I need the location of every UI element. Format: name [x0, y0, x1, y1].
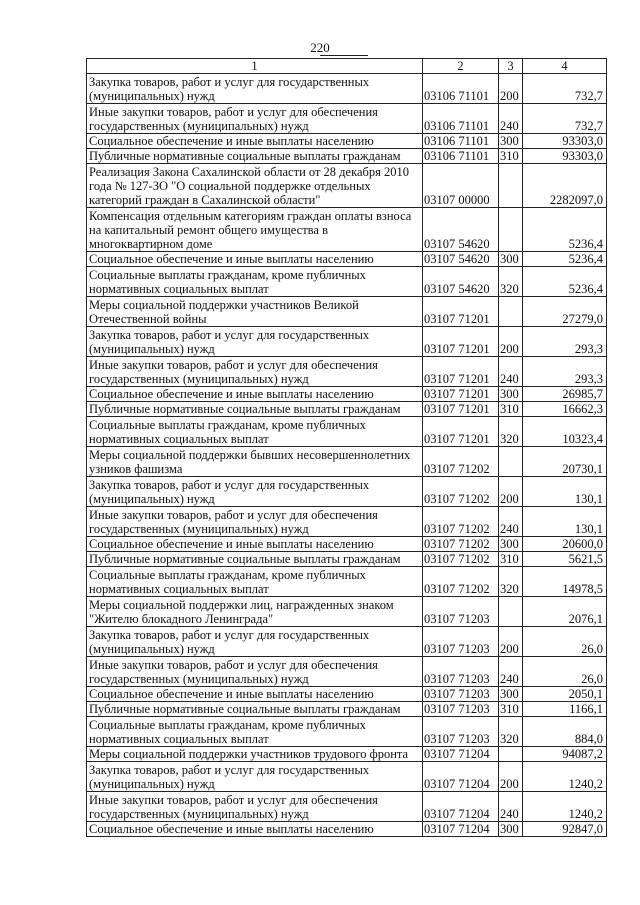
row-expense-type: 300	[499, 537, 523, 552]
row-amount: 26,0	[523, 657, 607, 687]
row-expense-type: 310	[499, 702, 523, 717]
row-code: 03107 71203	[423, 717, 499, 747]
row-name: Социальное обеспечение и иные выплаты населению	[87, 537, 423, 552]
row-amount: 20730,1	[523, 447, 607, 477]
row-name: Социальные выплаты гражданам, кроме публичных нормативных социальных выплат	[87, 267, 423, 297]
row-amount: 14978,5	[523, 567, 607, 597]
row-expense-type	[499, 747, 523, 762]
row-amount: 20600,0	[523, 537, 607, 552]
table-row	[87, 267, 607, 297]
row-amount: 93303,0	[523, 149, 607, 164]
row-code: 03106 71101	[423, 74, 499, 104]
row-name: Иные закупки товаров, работ и услуг для обеспечения государственных (муниципальных) нужд	[87, 357, 423, 387]
row-name: Публичные нормативные социальные выплаты гражданам	[87, 702, 423, 717]
row-name: Иные закупки товаров, работ и услуг для обеспечения государственных (муниципальных) нужд	[87, 507, 423, 537]
row-code: 03107 00000	[423, 164, 499, 208]
row-code: 03107 71201	[423, 387, 499, 402]
row-code: 03107 71202	[423, 552, 499, 567]
table-row	[87, 164, 607, 208]
row-expense-type: 200	[499, 762, 523, 792]
row-amount: 26,0	[523, 627, 607, 657]
row-expense-type	[499, 164, 523, 208]
row-expense-type: 320	[499, 717, 523, 747]
row-name: Социальные выплаты гражданам, кроме публичных нормативных социальных выплат	[87, 567, 423, 597]
table-row	[87, 747, 607, 762]
row-expense-type	[499, 297, 523, 327]
row-code: 03107 54620	[423, 252, 499, 267]
row-name: Иные закупки товаров, работ и услуг для обеспечения государственных (муниципальных) нужд	[87, 104, 423, 134]
row-expense-type: 240	[499, 104, 523, 134]
row-code: 03107 71201	[423, 357, 499, 387]
table-body	[87, 74, 607, 837]
row-amount: 884,0	[523, 717, 607, 747]
row-name: Закупка товаров, работ и услуг для государственных (муниципальных) нужд	[87, 74, 423, 104]
row-name: Меры социальной поддержки лиц, награжденных знаком "Жителю блокадного Ленинграда"	[87, 597, 423, 627]
row-name: Социальные выплаты гражданам, кроме публичных нормативных социальных выплат	[87, 417, 423, 447]
row-amount: 732,7	[523, 74, 607, 104]
row-name: Социальное обеспечение и иные выплаты населению	[87, 134, 423, 149]
table-row	[87, 327, 607, 357]
table-row	[87, 402, 607, 417]
row-expense-type: 300	[499, 387, 523, 402]
row-name: Закупка товаров, работ и услуг для государственных (муниципальных) нужд	[87, 477, 423, 507]
row-amount: 732,7	[523, 104, 607, 134]
row-amount: 1166,1	[523, 702, 607, 717]
row-code: 03107 71203	[423, 702, 499, 717]
table-row	[87, 252, 607, 267]
header-col-1: 1	[87, 59, 423, 74]
row-name: Публичные нормативные социальные выплаты гражданам	[87, 149, 423, 164]
row-expense-type: 320	[499, 267, 523, 297]
row-code: 03107 71201	[423, 297, 499, 327]
row-code: 03107 71202	[423, 537, 499, 552]
row-name: Социальное обеспечение и иные выплаты населению	[87, 252, 423, 267]
row-amount: 1240,2	[523, 792, 607, 822]
table-row	[87, 447, 607, 477]
page-number: 220	[310, 40, 330, 55]
row-expense-type: 240	[499, 357, 523, 387]
row-code: 03107 71202	[423, 447, 499, 477]
row-expense-type: 320	[499, 417, 523, 447]
row-expense-type: 310	[499, 149, 523, 164]
table-row	[87, 417, 607, 447]
table-row	[87, 627, 607, 657]
header-col-3: 3	[499, 59, 523, 74]
row-name: Компенсация отдельным категориям граждан оплаты взноса на капитальный ремонт общего имущества в многоквартирном доме	[87, 208, 423, 252]
row-code: 03107 71202	[423, 567, 499, 597]
table-row	[87, 387, 607, 402]
table-row	[87, 507, 607, 537]
row-expense-type: 240	[499, 792, 523, 822]
table-row	[87, 717, 607, 747]
row-amount: 5236,4	[523, 208, 607, 252]
row-name: Иные закупки товаров, работ и услуг для обеспечения государственных (муниципальных) нужд	[87, 657, 423, 687]
row-expense-type: 310	[499, 552, 523, 567]
table-row	[87, 477, 607, 507]
table-row	[87, 297, 607, 327]
row-expense-type: 300	[499, 822, 523, 837]
table-row	[87, 134, 607, 149]
row-amount: 2076,1	[523, 597, 607, 627]
row-amount: 130,1	[523, 477, 607, 507]
row-name: Социальное обеспечение и иные выплаты населению	[87, 687, 423, 702]
row-code: 03107 54620	[423, 208, 499, 252]
row-name: Социальное обеспечение и иные выплаты населению	[87, 822, 423, 837]
row-code: 03107 71201	[423, 402, 499, 417]
row-amount: 94087,2	[523, 747, 607, 762]
row-amount: 1240,2	[523, 762, 607, 792]
row-name: Меры социальной поддержки участников трудового фронта	[87, 747, 423, 762]
table-row	[87, 357, 607, 387]
row-name: Социальные выплаты гражданам, кроме публичных нормативных социальных выплат	[87, 717, 423, 747]
row-code: 03107 71204	[423, 792, 499, 822]
table-row	[87, 537, 607, 552]
row-name: Публичные нормативные социальные выплаты гражданам	[87, 552, 423, 567]
row-amount: 26985,7	[523, 387, 607, 402]
row-expense-type: 300	[499, 134, 523, 149]
row-expense-type	[499, 447, 523, 477]
table-row	[87, 208, 607, 252]
row-expense-type: 200	[499, 627, 523, 657]
row-code: 03107 71203	[423, 627, 499, 657]
row-amount: 27279,0	[523, 297, 607, 327]
row-code: 03107 54620	[423, 267, 499, 297]
row-expense-type: 200	[499, 327, 523, 357]
budget-table	[86, 58, 607, 837]
row-code: 03107 71204	[423, 822, 499, 837]
row-code: 03106 71101	[423, 134, 499, 149]
row-expense-type: 240	[499, 657, 523, 687]
row-expense-type: 320	[499, 567, 523, 597]
header-col-4: 4	[523, 59, 607, 74]
row-code: 03106 71101	[423, 149, 499, 164]
row-code: 03107 71204	[423, 747, 499, 762]
table-row	[87, 552, 607, 567]
header-row	[87, 59, 607, 74]
row-code: 03106 71101	[423, 104, 499, 134]
row-amount: 5236,4	[523, 252, 607, 267]
row-expense-type: 300	[499, 687, 523, 702]
header-col-2: 2	[423, 59, 499, 74]
row-code: 03107 71203	[423, 687, 499, 702]
table-row	[87, 792, 607, 822]
row-amount: 5236,4	[523, 267, 607, 297]
row-amount: 92847,0	[523, 822, 607, 837]
row-code: 03107 71203	[423, 597, 499, 627]
budget-table-wrapper	[86, 58, 607, 837]
row-name: Меры социальной поддержки участников Великой Отечественной войны	[87, 297, 423, 327]
table-row	[87, 687, 607, 702]
row-expense-type: 240	[499, 507, 523, 537]
row-name: Закупка товаров, работ и услуг для государственных (муниципальных) нужд	[87, 327, 423, 357]
row-expense-type: 200	[499, 477, 523, 507]
row-name: Социальное обеспечение и иные выплаты населению	[87, 387, 423, 402]
table-row	[87, 149, 607, 164]
row-amount: 10323,4	[523, 417, 607, 447]
table-row	[87, 104, 607, 134]
page-number-rule	[320, 55, 368, 56]
row-name: Закупка товаров, работ и услуг для государственных (муниципальных) нужд	[87, 627, 423, 657]
row-name: Иные закупки товаров, работ и услуг для обеспечения государственных (муниципальных) нужд	[87, 792, 423, 822]
table-row	[87, 657, 607, 687]
row-amount: 2050,1	[523, 687, 607, 702]
row-code: 03107 71202	[423, 477, 499, 507]
row-name: Меры социальной поддержки бывших несовершеннолетних узников фашизма	[87, 447, 423, 477]
table-row	[87, 597, 607, 627]
row-amount: 93303,0	[523, 134, 607, 149]
row-name: Закупка товаров, работ и услуг для государственных (муниципальных) нужд	[87, 762, 423, 792]
row-amount: 130,1	[523, 507, 607, 537]
row-amount: 5621,5	[523, 552, 607, 567]
row-name: Реализация Закона Сахалинской области от 28 декабря 2010 года № 127-ЗО "О социальной поддержке отдельных категорий граждан в Сахалинской области"	[87, 164, 423, 208]
row-code: 03107 71201	[423, 417, 499, 447]
row-amount: 2282097,0	[523, 164, 607, 208]
row-amount: 16662,3	[523, 402, 607, 417]
row-code: 03107 71201	[423, 327, 499, 357]
row-code: 03107 71203	[423, 657, 499, 687]
row-name: Публичные нормативные социальные выплаты гражданам	[87, 402, 423, 417]
table-row	[87, 822, 607, 837]
table-row	[87, 702, 607, 717]
row-expense-type: 200	[499, 74, 523, 104]
row-amount: 293,3	[523, 357, 607, 387]
table-row	[87, 762, 607, 792]
row-expense-type: 300	[499, 252, 523, 267]
row-expense-type	[499, 597, 523, 627]
row-expense-type	[499, 208, 523, 252]
row-code: 03107 71204	[423, 762, 499, 792]
row-expense-type: 310	[499, 402, 523, 417]
row-code: 03107 71202	[423, 507, 499, 537]
table-row	[87, 74, 607, 104]
row-amount: 293,3	[523, 327, 607, 357]
table-row	[87, 567, 607, 597]
